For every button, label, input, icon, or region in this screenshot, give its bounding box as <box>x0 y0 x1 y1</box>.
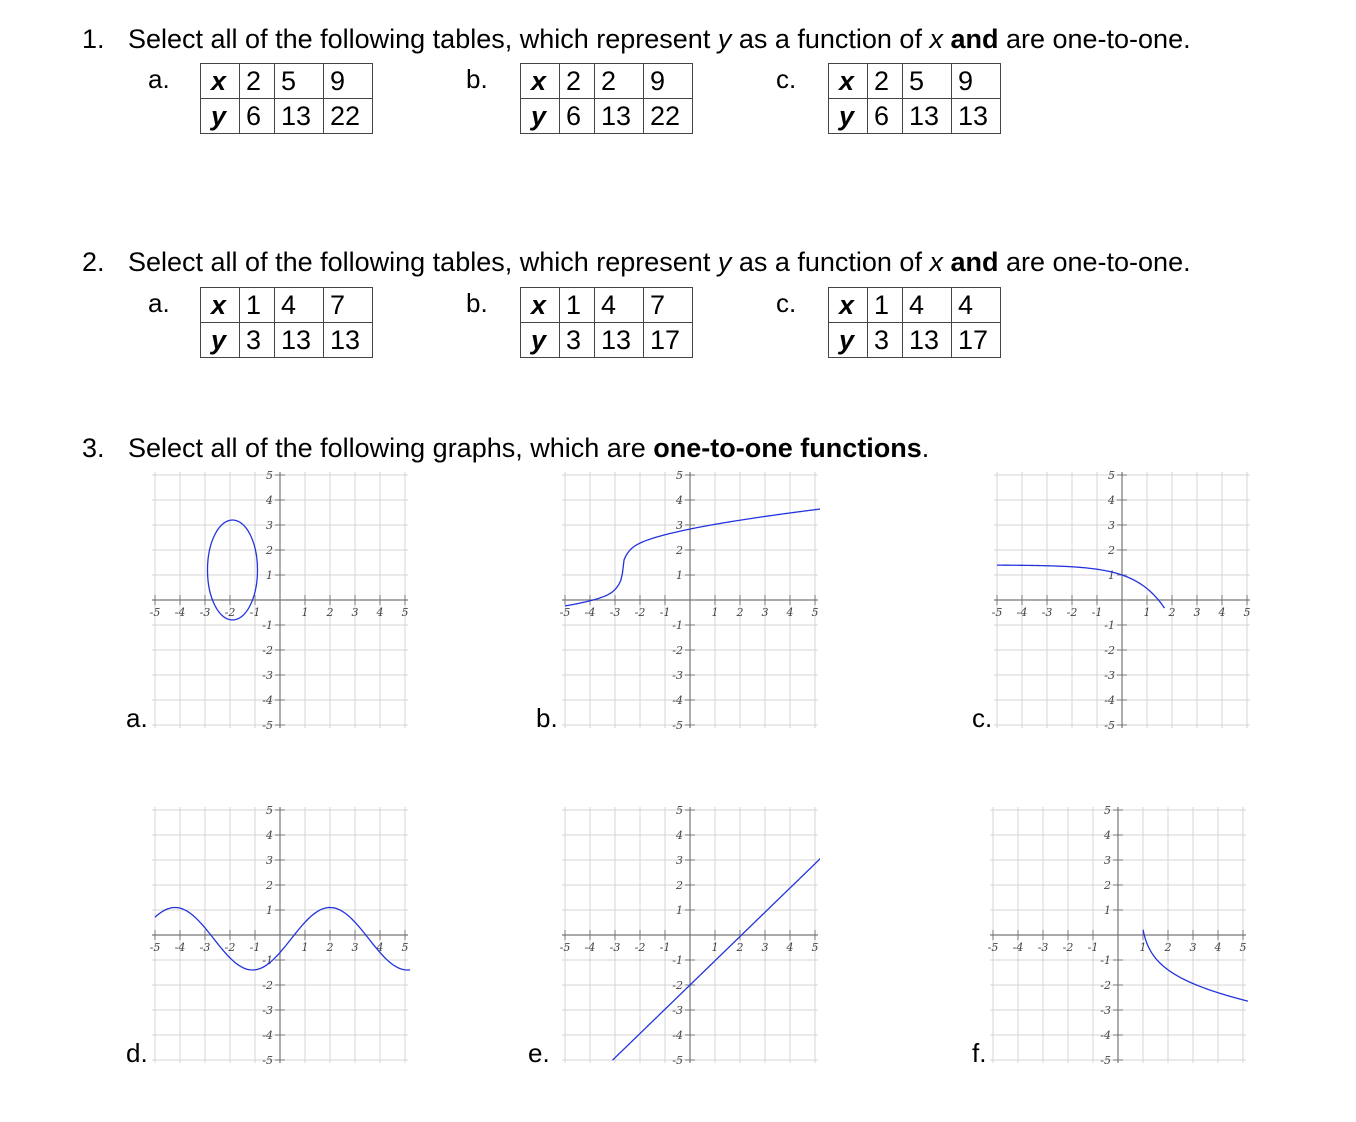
y-header: y <box>521 99 560 134</box>
x-tick-label: 1 <box>711 941 719 954</box>
y-header: y <box>521 323 560 358</box>
x-tick-label: -1 <box>1091 606 1103 619</box>
y-tick-label: 2 <box>1108 544 1115 557</box>
y-tick-label: -5 <box>672 719 683 730</box>
y-tick-label: 3 <box>266 854 273 867</box>
x-tick-label: -5 <box>150 941 161 954</box>
x-tick-label: -3 <box>609 941 621 954</box>
y-tick-label: 1 <box>266 904 273 917</box>
x-tick-label: 1 <box>301 941 309 954</box>
graph-c-label: c. <box>972 703 993 733</box>
x-tick-label: -3 <box>1041 606 1053 619</box>
x-tick-label: -3 <box>609 606 621 619</box>
bold-and: and <box>942 24 999 54</box>
y-tick-label: -3 <box>262 669 273 682</box>
x-tick-label: -5 <box>992 606 1003 619</box>
x-tick-label: 5 <box>1243 606 1251 619</box>
cell: 9 <box>644 64 693 99</box>
ellipse-curve <box>208 520 258 620</box>
y-tick-label: -1 <box>262 619 273 632</box>
cell: 13 <box>903 323 952 358</box>
question-text: as a function of <box>731 24 930 54</box>
cell: 13 <box>952 99 1001 134</box>
y-tick-label: 5 <box>266 805 273 817</box>
cell: 6 <box>868 99 903 134</box>
x-tick-label: 1 <box>1143 606 1151 619</box>
y-tick-label: -5 <box>262 1054 273 1065</box>
x-tick-label: 3 <box>1189 941 1197 954</box>
cell: 13 <box>595 323 644 358</box>
q1-option-c-label: c. <box>776 64 797 94</box>
cell: 4 <box>903 288 952 323</box>
question-text: are one-to-one. <box>998 247 1191 277</box>
x-header: x <box>521 288 560 323</box>
y-tick-label: -2 <box>1100 979 1111 992</box>
x-tick-label: -1 <box>1087 941 1099 954</box>
y-header: y <box>201 99 240 134</box>
var-x: x <box>929 247 943 277</box>
x-tick-label: -2 <box>634 606 646 619</box>
graph-b-label: b. <box>536 703 558 733</box>
y-tick-label: -1 <box>672 619 683 632</box>
x-header: x <box>829 288 868 323</box>
cell: 13 <box>324 323 373 358</box>
question-number: 1. <box>82 24 105 54</box>
cell: 4 <box>952 288 1001 323</box>
cell: 3 <box>240 323 275 358</box>
x-tick-label: 4 <box>376 941 384 954</box>
wave-curve <box>155 908 410 971</box>
x-header: x <box>829 64 868 99</box>
x-header: x <box>521 64 560 99</box>
x-tick-label: -4 <box>1016 606 1028 619</box>
x-tick-label: 1 <box>301 606 309 619</box>
cell: 5 <box>275 64 324 99</box>
x-tick-label: 4 <box>786 606 794 619</box>
q1-table-c <box>828 63 1001 134</box>
x-tick-label: 5 <box>811 941 819 954</box>
graph-f-label: f. <box>972 1038 987 1068</box>
cell: 2 <box>868 64 903 99</box>
x-tick-label: 3 <box>351 606 359 619</box>
graph-a-label: a. <box>126 703 148 733</box>
y-tick-label: -2 <box>262 644 273 657</box>
x-tick-label: -1 <box>249 606 261 619</box>
x-tick-label: -4 <box>1012 941 1024 954</box>
question-text: Select all of the following tables, which represent <box>128 247 718 277</box>
y-tick-label: 4 <box>1104 829 1111 842</box>
y-tick-label: 4 <box>266 829 273 842</box>
cell: 2 <box>240 64 275 99</box>
x-tick-label: 2 <box>1168 606 1176 619</box>
x-tick-label: -4 <box>584 606 596 619</box>
cell: 7 <box>644 288 693 323</box>
graph-e-label: e. <box>528 1038 550 1068</box>
y-tick-label: 1 <box>1108 569 1115 582</box>
var-x: x <box>929 24 943 54</box>
cell: 1 <box>868 288 903 323</box>
x-tick-label: -5 <box>988 941 999 954</box>
x-tick-label: 3 <box>351 941 359 954</box>
x-tick-label: 3 <box>1193 606 1201 619</box>
y-header: y <box>829 99 868 134</box>
x-tick-label: 3 <box>761 941 769 954</box>
y-tick-label: 4 <box>676 494 683 507</box>
cell: 4 <box>595 288 644 323</box>
x-tick-label: -5 <box>560 941 571 954</box>
graph-d <box>150 805 410 1065</box>
x-tick-label: 4 <box>786 941 794 954</box>
x-tick-label: -2 <box>1066 606 1078 619</box>
question-2-text <box>82 247 1191 278</box>
cell: 9 <box>324 64 373 99</box>
y-tick-label: 3 <box>266 519 273 532</box>
line-curve <box>613 849 821 1060</box>
x-tick-label: -2 <box>1062 941 1074 954</box>
cell: 13 <box>275 323 324 358</box>
x-tick-label: -3 <box>199 606 211 619</box>
y-tick-label: 3 <box>676 519 683 532</box>
x-tick-label: -5 <box>560 606 571 619</box>
y-tick-label: 2 <box>676 879 683 892</box>
y-tick-label: -3 <box>1100 1004 1111 1017</box>
q2-option-c-label: c. <box>776 288 797 318</box>
y-tick-label: -4 <box>1104 694 1115 707</box>
var-y: y <box>717 24 732 54</box>
y-tick-label: 2 <box>676 544 683 557</box>
y-tick-label: -4 <box>672 1029 683 1042</box>
x-tick-label: -1 <box>659 606 671 619</box>
question-text: . <box>921 433 930 463</box>
x-tick-label: 4 <box>1214 941 1222 954</box>
cell: 17 <box>952 323 1001 358</box>
cell: 9 <box>952 64 1001 99</box>
y-tick-label: -4 <box>262 1029 273 1042</box>
y-tick-label: -3 <box>1104 669 1115 682</box>
bold-phrase: one-to-one functions <box>653 433 922 463</box>
cell: 3 <box>868 323 903 358</box>
cell: 1 <box>560 288 595 323</box>
x-tick-label: 4 <box>1218 606 1226 619</box>
x-tick-label: -2 <box>224 606 236 619</box>
y-tick-label: 5 <box>676 805 683 817</box>
y-tick-label: 5 <box>1104 805 1111 817</box>
cell: 3 <box>560 323 595 358</box>
y-tick-label: -1 <box>672 954 683 967</box>
y-tick-label: -4 <box>672 694 683 707</box>
q1-table-a <box>200 63 373 134</box>
question-text: Select all of the following graphs, which are <box>128 433 654 463</box>
question-number: 3. <box>82 433 105 463</box>
cell: 5 <box>903 64 952 99</box>
y-tick-label: 2 <box>266 544 273 557</box>
x-tick-label: 5 <box>1239 941 1247 954</box>
y-tick-label: 1 <box>1104 904 1111 917</box>
y-header: y <box>201 323 240 358</box>
q2-option-b-label: b. <box>466 288 488 318</box>
graph-a <box>150 470 410 730</box>
q2-option-a-label: a. <box>148 288 170 318</box>
x-tick-label: -2 <box>634 941 646 954</box>
x-tick-label: -3 <box>1037 941 1049 954</box>
graph-e <box>560 805 820 1065</box>
x-tick-label: -5 <box>150 606 161 619</box>
y-tick-label: -4 <box>262 694 273 707</box>
q1-table-b <box>520 63 693 134</box>
y-tick-label: 5 <box>266 470 273 482</box>
x-tick-label: -4 <box>174 941 186 954</box>
y-tick-label: 2 <box>266 879 273 892</box>
x-tick-label: -4 <box>174 606 186 619</box>
y-tick-label: 4 <box>1108 494 1115 507</box>
y-tick-label: 1 <box>676 569 683 582</box>
y-tick-label: 3 <box>676 854 683 867</box>
x-tick-label: 3 <box>761 606 769 619</box>
x-tick-label: -2 <box>224 941 236 954</box>
y-tick-label: 1 <box>266 569 273 582</box>
y-tick-label: -1 <box>1104 619 1115 632</box>
x-header: x <box>201 64 240 99</box>
cell: 6 <box>560 99 595 134</box>
x-tick-label: 1 <box>711 606 719 619</box>
cell: 17 <box>644 323 693 358</box>
x-tick-label: 5 <box>811 606 819 619</box>
x-tick-label: 2 <box>736 606 744 619</box>
y-tick-label: -3 <box>262 1004 273 1017</box>
cell: 1 <box>240 288 275 323</box>
x-tick-label: 5 <box>401 606 409 619</box>
y-tick-label: -5 <box>1104 719 1115 730</box>
x-tick-label: 2 <box>326 941 334 954</box>
q1-option-a-label: a. <box>148 64 170 94</box>
q2-table-b <box>520 287 693 358</box>
cell: 4 <box>275 288 324 323</box>
x-tick-label: -1 <box>249 941 261 954</box>
y-tick-label: 4 <box>266 494 273 507</box>
cell: 2 <box>595 64 644 99</box>
y-tick-label: 4 <box>676 829 683 842</box>
cell: 22 <box>324 99 373 134</box>
y-tick-label: -5 <box>262 719 273 730</box>
y-tick-label: 5 <box>676 470 683 482</box>
graph-d-label: d. <box>126 1038 148 1068</box>
y-tick-label: 2 <box>1104 879 1111 892</box>
question-text: Select all of the following tables, which represent <box>128 24 718 54</box>
x-tick-label: 2 <box>736 941 744 954</box>
question-3-text <box>82 433 929 464</box>
question-text: as a function of <box>731 247 930 277</box>
y-tick-label: 1 <box>676 904 683 917</box>
cell: 13 <box>903 99 952 134</box>
y-tick-label: -1 <box>1100 954 1111 967</box>
var-y: y <box>717 247 732 277</box>
y-tick-label: 5 <box>1108 470 1115 482</box>
cell: 6 <box>240 99 275 134</box>
y-tick-label: 3 <box>1104 854 1111 867</box>
x-tick-label: 2 <box>326 606 334 619</box>
y-tick-label: 3 <box>1108 519 1115 532</box>
y-tick-label: -2 <box>672 644 683 657</box>
bold-and: and <box>942 247 999 277</box>
question-number: 2. <box>82 247 105 277</box>
cell: 13 <box>595 99 644 134</box>
x-tick-label: -3 <box>199 941 211 954</box>
cell: 13 <box>275 99 324 134</box>
x-tick-label: 4 <box>376 606 384 619</box>
x-tick-label: -4 <box>584 941 596 954</box>
y-tick-label: -3 <box>672 669 683 682</box>
y-tick-label: -2 <box>262 979 273 992</box>
x-header: x <box>201 288 240 323</box>
y-tick-label: -2 <box>672 979 683 992</box>
y-tick-label: -2 <box>1104 644 1115 657</box>
cell: 7 <box>324 288 373 323</box>
y-tick-label: -3 <box>672 1004 683 1017</box>
y-tick-label: -1 <box>262 954 273 967</box>
graph-c <box>992 470 1252 730</box>
increasing-curve <box>565 508 820 606</box>
graph-f <box>988 805 1248 1065</box>
y-tick-label: -4 <box>1100 1029 1111 1042</box>
x-tick-label: -1 <box>659 941 671 954</box>
q2-table-a <box>200 287 373 358</box>
cell: 2 <box>560 64 595 99</box>
q2-table-c <box>828 287 1001 358</box>
cell: 22 <box>644 99 693 134</box>
y-header: y <box>829 323 868 358</box>
x-tick-label: 2 <box>1164 941 1172 954</box>
question-text: are one-to-one. <box>998 24 1191 54</box>
graph-b <box>560 470 820 730</box>
q1-option-b-label: b. <box>466 64 488 94</box>
question-1-text <box>82 24 1191 55</box>
y-tick-label: -5 <box>672 1054 683 1065</box>
x-tick-label: 1 <box>1139 941 1147 954</box>
y-tick-label: -5 <box>1100 1054 1111 1065</box>
x-tick-label: 5 <box>401 941 409 954</box>
